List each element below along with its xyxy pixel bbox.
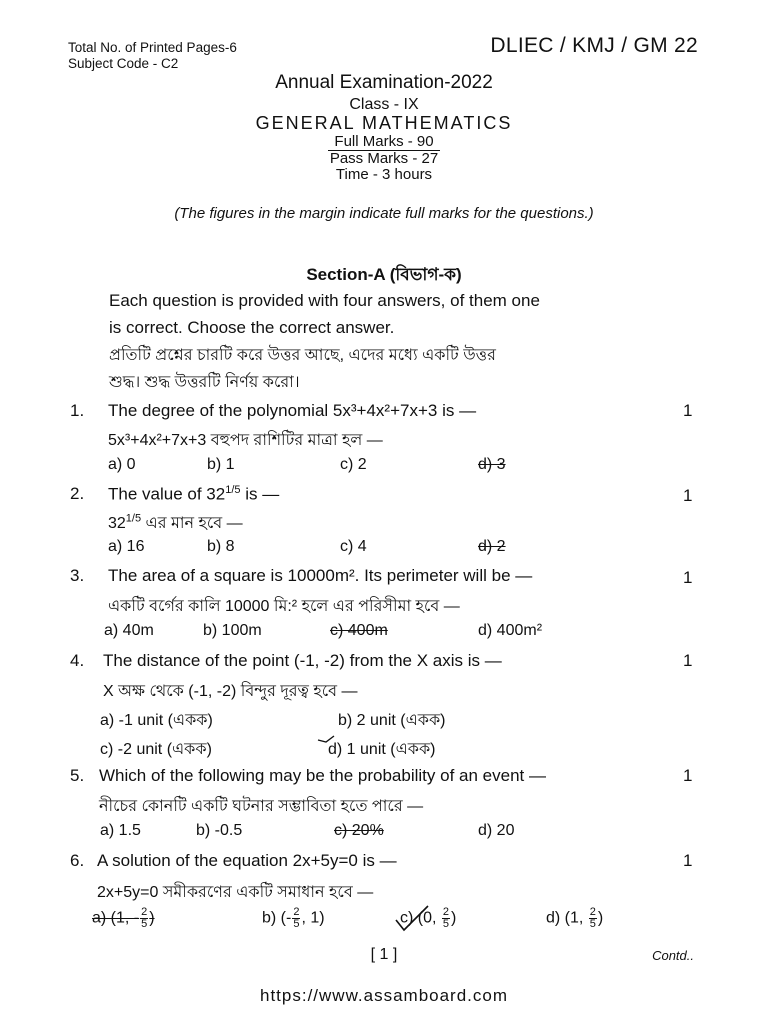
opt-d-prefix: d) (1,: [546, 909, 588, 927]
option-d-marked: d) 3: [478, 456, 506, 473]
printed-pages: Total No. of Printed Pages-6: [68, 40, 237, 55]
option-d: d) 20: [478, 822, 515, 839]
option-c: c) -2 unit (একক): [100, 741, 212, 758]
fraction: [292, 907, 300, 930]
opt-b-suffix: , 1): [301, 909, 325, 927]
question-text-en: The distance of the point (-1, -2) from the X axis is —: [103, 651, 502, 670]
question-marks: 1: [683, 851, 693, 870]
question-number: 6.: [70, 851, 85, 870]
option-a: a) 1.5: [100, 822, 141, 839]
question-marks: 1: [683, 401, 693, 420]
full-marks: [0, 133, 768, 150]
opt-a-prefix: a) (1, -: [92, 909, 140, 927]
pass-marks: Pass Marks - 27: [329, 150, 439, 167]
q2-bn-tail: এর মান হবে —: [141, 515, 243, 532]
question-number: 4.: [70, 651, 85, 670]
opt-a-close: ): [149, 909, 155, 927]
option-d-marked: d) 1 unit (একক): [328, 741, 436, 758]
option-b: b) 2 unit (একক): [338, 712, 446, 729]
header-meta: [68, 40, 237, 72]
tick-mark-icon: [316, 734, 336, 754]
paper-code: DLIEC / KMJ / GM 22: [490, 34, 698, 57]
option-a: a) -1 unit (একক): [100, 712, 213, 729]
question-marks: 1: [683, 651, 693, 670]
page-number: [ 1 ]: [370, 946, 398, 963]
option-b: b) 100m: [203, 622, 262, 639]
tick-mark-icon: [392, 902, 432, 936]
opt-c-prefix: c) (0,: [400, 909, 441, 927]
q2-bn-exponent: 1/5: [125, 512, 142, 525]
instruction-bn-2: শুদ্ধ। শুদ্ধ উত্তরটি নির্ণয় করো।: [109, 374, 300, 391]
option-d-marked: d) 2: [478, 538, 506, 555]
option-a-marked: [92, 907, 155, 930]
fraction-numerator: 2: [589, 906, 596, 918]
option-a: a) 40m: [104, 622, 154, 639]
fraction: [442, 907, 450, 930]
source-url: https://www.assamboard.com: [259, 986, 509, 1005]
option-b: b) 1: [207, 456, 235, 473]
fraction-denominator: 5: [141, 918, 148, 930]
opt-b-prefix: b) (-: [262, 909, 292, 927]
instruction-en-2: is correct. Choose the correct answer.: [109, 318, 395, 337]
exam-title: Annual Examination-2022: [275, 72, 493, 93]
question-marks: 1: [683, 568, 693, 587]
question-text-bn: নীচের কোনটি একটি ঘটনার সম্ভাবিতা হতে পারে —: [99, 798, 424, 815]
option-c-marked: c) 20%: [334, 822, 384, 839]
question-text-bn: 5x³+4x²+7x+3 বহুপদ রাশিটির মাত্রা হল —: [108, 432, 383, 449]
subject-title: GENERAL MATHEMATICS: [255, 113, 513, 133]
option-c: c) 4: [340, 538, 367, 555]
question-number: 2.: [70, 484, 85, 503]
q2-bn-base: 32: [108, 515, 126, 532]
marks-note: (The figures in the margin indicate full marks for the questions.): [174, 205, 594, 222]
question-marks: 1: [683, 766, 693, 785]
fraction-denominator: 5: [293, 918, 300, 930]
option-a: a) 16: [108, 538, 145, 555]
question-text-bn: X অক্ষ থেকে (-1, -2) বিন্দুর দূরত্ব হবে —: [103, 683, 358, 700]
option-b: b) -0.5: [196, 822, 243, 839]
question-text-en: The degree of the polynomial 5x³+4x²+7x+3 is —: [108, 401, 477, 420]
continued-label: Contd..: [652, 948, 694, 963]
option-d: [546, 907, 603, 930]
option-b: [262, 907, 325, 930]
instruction-en-1: Each question is provided with four answers, of them one: [109, 291, 540, 310]
question-text-bn: একটি বর্গের কালি 10000 মি:² হলে এর পরিসীমা হবে —: [108, 598, 460, 615]
opt-c-close: ): [451, 909, 457, 927]
question-text-bn: [108, 510, 243, 537]
question-number: 5.: [70, 766, 85, 785]
question-text-bn: 2x+5y=0 সমীকরণের একটি সমাধান হবে —: [97, 884, 374, 901]
q2-base: The value of 32: [108, 484, 226, 504]
q2-tail: is —: [240, 484, 280, 504]
fraction: [589, 907, 597, 930]
question-text-en: A solution of the equation 2x+5y=0 is —: [97, 851, 397, 870]
question-text-en: Which of the following may be the probability of an event —: [99, 766, 546, 785]
class-label: Class - IX: [349, 96, 419, 113]
question-number: 1.: [70, 401, 85, 420]
option-d: d) 400m²: [478, 622, 543, 639]
question-number: 3.: [70, 566, 85, 585]
q2-exponent: 1/5: [225, 484, 241, 496]
section-title: Section-A (বিভাগ-ক): [306, 265, 462, 284]
option-b: b) 8: [207, 538, 235, 555]
option-c-marked: c) 400m: [330, 622, 388, 639]
instruction-bn-1: প্রতিটি প্রশ্নের চারটি করে উত্তর আছে, এদের মধ্যে একটি উত্তর: [109, 347, 496, 364]
option-a: a) 0: [108, 456, 136, 473]
full-marks-text: Full Marks - 90: [328, 133, 439, 151]
fraction-numerator: 2: [442, 906, 450, 918]
opt-d-close: ): [597, 909, 604, 927]
time-limit: Time - 3 hours: [335, 166, 433, 183]
fraction-denominator: 5: [442, 918, 450, 930]
question-text-en: [108, 484, 279, 505]
subject-code: Subject Code - C2: [68, 56, 179, 71]
question-text-en: The area of a square is 10000m². Its perimeter will be —: [108, 566, 533, 585]
fraction-numerator: 2: [293, 906, 300, 918]
fraction: [140, 907, 148, 930]
option-c: c) 2: [340, 456, 367, 473]
fraction-numerator: 2: [141, 906, 148, 918]
fraction-denominator: 5: [589, 918, 596, 930]
question-marks: 1: [683, 486, 693, 505]
